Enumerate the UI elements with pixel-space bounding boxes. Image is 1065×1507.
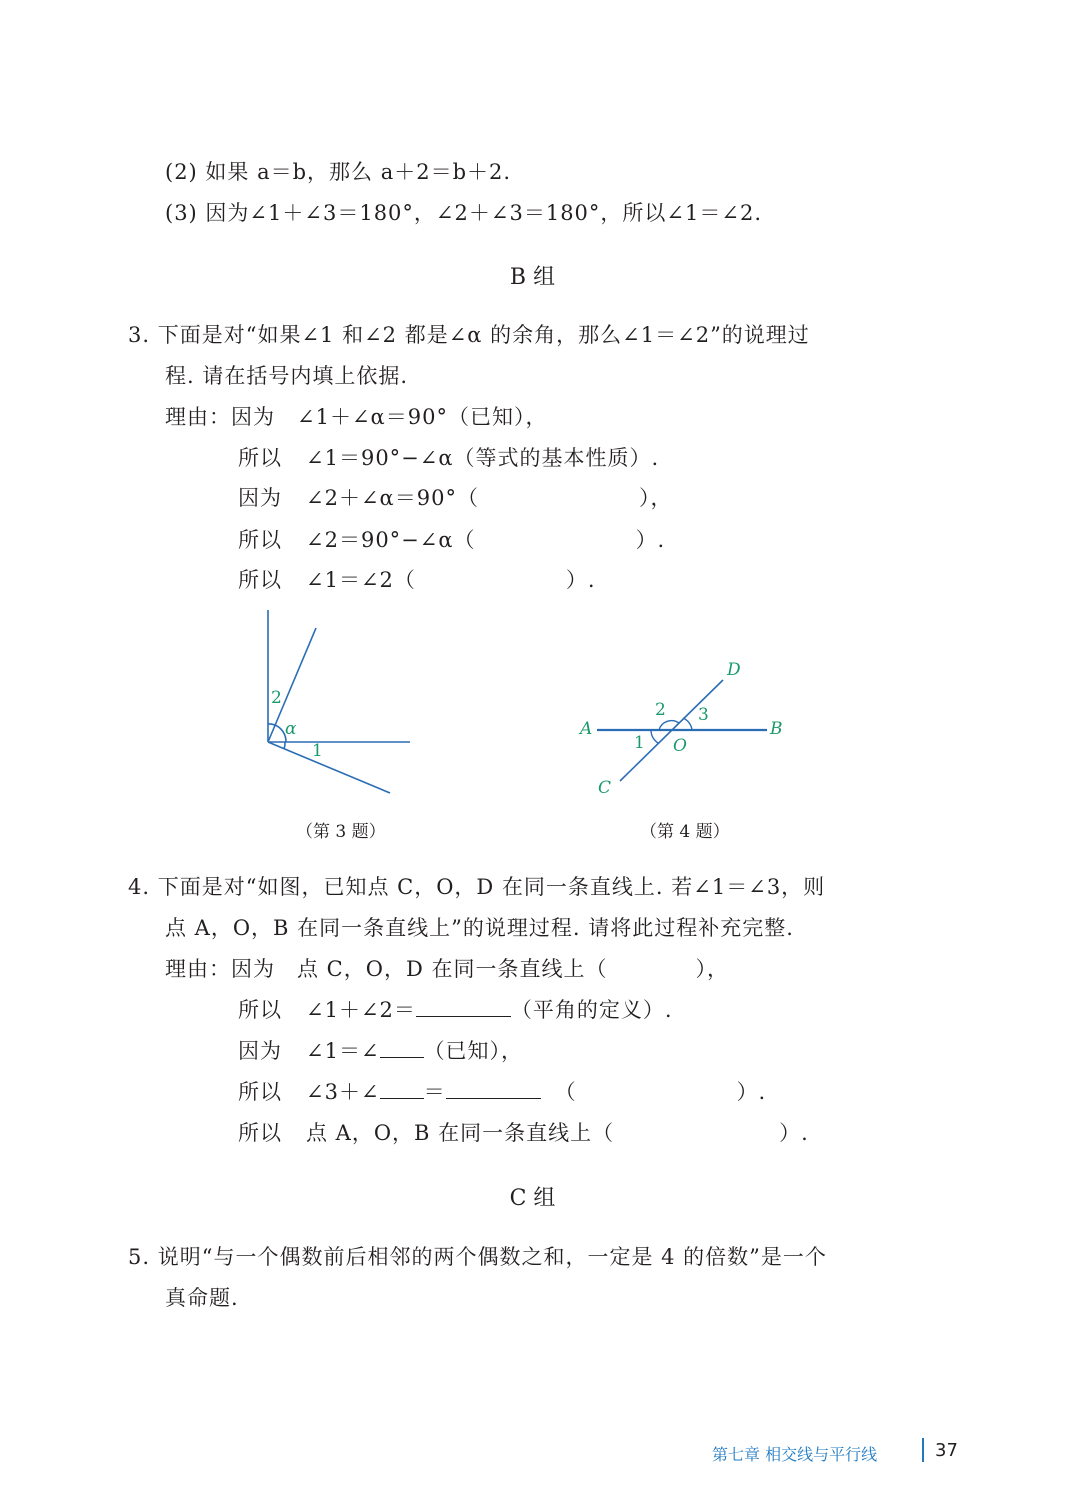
fig4-label-A: A (580, 719, 593, 739)
expr: ∠1＋∠α＝90°（已知）， (297, 405, 548, 429)
fig4-label-B: B (770, 719, 783, 739)
end: ）， (638, 486, 673, 510)
lead: 所以 (238, 446, 282, 470)
q4-text-line2: 点 A，O，B 在同一条直线上”的说理过程. 请将此过程补充完整. (165, 916, 794, 940)
answer-blank[interactable] (416, 996, 511, 1017)
q4-reason-5 (238, 1119, 809, 1147)
end: （平角的定义）. (510, 998, 673, 1022)
q3-text-line2: 程. 请在括号内填上依据. (165, 364, 409, 388)
fig3-label-1: 1 (312, 741, 323, 761)
end: ）. (779, 1121, 809, 1145)
lead: 所以 (238, 998, 282, 1022)
fig4-label-1: 1 (634, 733, 645, 753)
expr: ∠3＋∠ (306, 1080, 380, 1104)
q4-reason-2 (238, 996, 673, 1024)
arc-1 (284, 742, 285, 749)
lead: 理由：因为 (165, 405, 275, 429)
footer-chapter: 第七章 相交线与平行线 (712, 1445, 878, 1464)
fig4-label-O: O (673, 736, 687, 756)
item-3: (3) 因为∠1＋∠3＝180°，∠2＋∠3＝180°，所以∠1＝∠2. (165, 201, 763, 225)
q4-reason-4 (238, 1078, 766, 1106)
arc-3 (683, 718, 692, 730)
q5-text-line2: 真命题. (165, 1286, 239, 1310)
equals: ＝ (423, 1080, 446, 1104)
lead: 理由：因为 (165, 957, 275, 981)
figure-4 (597, 680, 767, 781)
expr: ∠2＝90°−∠α（ (306, 528, 476, 552)
paren: （ (554, 1080, 577, 1104)
q3-text-line1: 3. 下面是对“如果∠1 和∠2 都是∠α 的余角，那么∠1＝∠2”的说理过 (128, 323, 810, 347)
q4-reason-3 (238, 1037, 523, 1065)
lead: 所以 (238, 528, 282, 552)
item-2: (2) 如果 a＝b，那么 a＋2＝b＋2. (165, 160, 512, 184)
end: ）. (736, 1080, 767, 1104)
ray-lower (268, 742, 390, 793)
end: （已知）， (423, 1039, 524, 1063)
group-b-heading: B 组 (509, 265, 556, 290)
arc-2 (268, 724, 275, 725)
answer-blank[interactable] (380, 1037, 424, 1058)
end: ）. (635, 528, 666, 552)
expr: 点 A，O，B 在同一条直线上（ (306, 1121, 615, 1145)
arc-1 (651, 730, 658, 743)
expr: ∠1＋∠2＝ (306, 998, 416, 1022)
fig4-label-D: D (727, 660, 741, 680)
fig3-label-alpha: α (285, 719, 297, 739)
q4-text-line1: 4. 下面是对“如图，已知点 C，O，D 在同一条直线上. 若∠1＝∠3，则 (128, 875, 826, 899)
expr: ∠1＝90°−∠α（等式的基本性质）. (306, 446, 660, 470)
end: ）， (695, 957, 729, 981)
lead: 所以 (238, 1080, 282, 1104)
fig3-caption: （第 3 题） (296, 822, 386, 842)
lead: 所以 (238, 1121, 282, 1145)
fig4-label-C: C (598, 778, 612, 798)
expr: ∠1＝∠ (306, 1039, 380, 1063)
expr: 点 C，O，D 在同一条直线上（ (297, 957, 608, 981)
fig4-label-3: 3 (698, 705, 709, 725)
lead: 因为 (238, 486, 282, 510)
q5-text-line1: 5. 说明“与一个偶数前后相邻的两个偶数之和，一定是 4 的倍数”是一个 (128, 1245, 827, 1269)
fig4-caption: （第 4 题） (640, 822, 730, 842)
lead: 所以 (238, 568, 282, 592)
fig4-label-2: 2 (655, 700, 666, 720)
lead: 因为 (238, 1039, 282, 1063)
figure-3 (268, 610, 410, 793)
footer-divider (922, 1438, 924, 1462)
expr: ∠2＋∠α＝90°（ (306, 486, 479, 510)
answer-blank[interactable] (380, 1078, 424, 1099)
expr: ∠1＝∠2（ (306, 568, 416, 592)
answer-blank[interactable] (446, 1078, 541, 1099)
q4-reason-1 (165, 955, 729, 983)
fig3-label-2: 2 (271, 688, 282, 708)
end: ）. (565, 568, 596, 592)
group-c-heading: C 组 (509, 1186, 556, 1211)
page-number: 37 (935, 1440, 958, 1461)
